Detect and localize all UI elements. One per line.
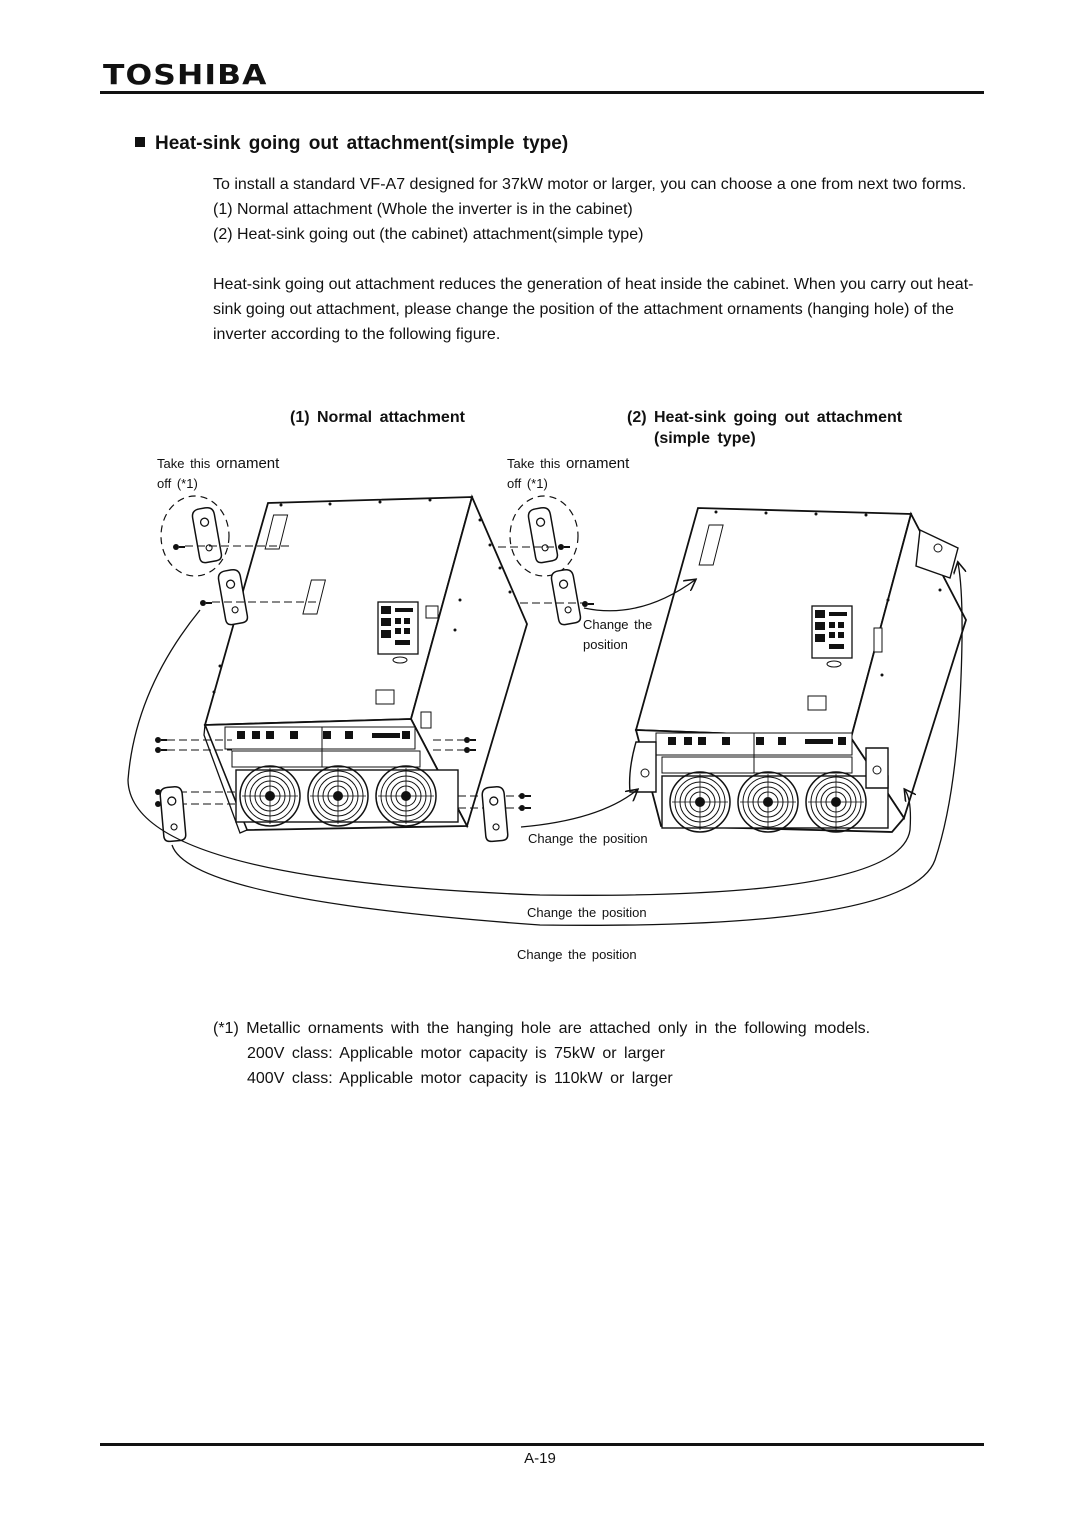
inverter-normal-drawing <box>204 497 527 833</box>
take-off-ref-left: off (*1) <box>157 476 198 491</box>
intro-item-1: (1) Normal attachment (Whole the inverter is in the cabinet) <box>213 201 633 218</box>
take-off-ref-right: off (*1) <box>507 476 548 491</box>
label-heatsink-simple-type: (simple type) <box>654 430 756 447</box>
footnote-line-2: 200V class: Applicable motor capacity is 75kW or larger <box>247 1045 665 1062</box>
footer-rule <box>100 1443 984 1446</box>
toshiba-logo: TOSHIBA <box>103 58 268 91</box>
take-off-note-right: Take this ornament <box>507 455 630 472</box>
inverter-heatsink-drawing <box>630 508 966 832</box>
intro-item-2: (2) Heat-sink going out (the cabinet) attachment(simple type) <box>213 226 644 243</box>
intro-paragraph: Heat-sink going out attachment reduces the generation of heat inside the cabinet. When you carry out heat-sink going out attachment, please change the position of the attachment ornaments (hanging hole) of the inverter according to the following figure. <box>213 276 974 343</box>
change-position-label-bottom: Change the position <box>517 947 637 962</box>
footnote <box>213 1016 993 1091</box>
change-position-label-top-2: position <box>583 637 628 652</box>
take-off-note-left: Take this ornament <box>157 455 280 472</box>
attachment-diagram <box>120 480 980 960</box>
section-title-text: Heat-sink going out attachment(simple type) <box>155 133 569 154</box>
intro-text <box>213 172 993 347</box>
page-number: A-19 <box>524 1450 556 1467</box>
change-position-label-top-1: Change the <box>583 617 653 632</box>
section-title <box>135 133 568 155</box>
change-position-label-lower: Change the position <box>527 905 647 920</box>
intro-line: To install a standard VF-A7 designed for 37kW motor or larger, you can choose a one from next two forms. <box>213 176 967 193</box>
change-position-label-mid: Change the position <box>528 831 648 846</box>
label-heatsink-attachment: (2) Heat-sink going out attachment <box>627 409 903 426</box>
footnote-line-1: (*1) Metallic ornaments with the hanging hole are attached only in the following models. <box>213 1020 871 1037</box>
square-bullet-icon <box>135 137 145 147</box>
header-rule <box>100 91 984 94</box>
label-normal-attachment: (1) Normal attachment <box>290 409 465 426</box>
footnote-line-3: 400V class: Applicable motor capacity is 110kW or larger <box>247 1070 673 1087</box>
